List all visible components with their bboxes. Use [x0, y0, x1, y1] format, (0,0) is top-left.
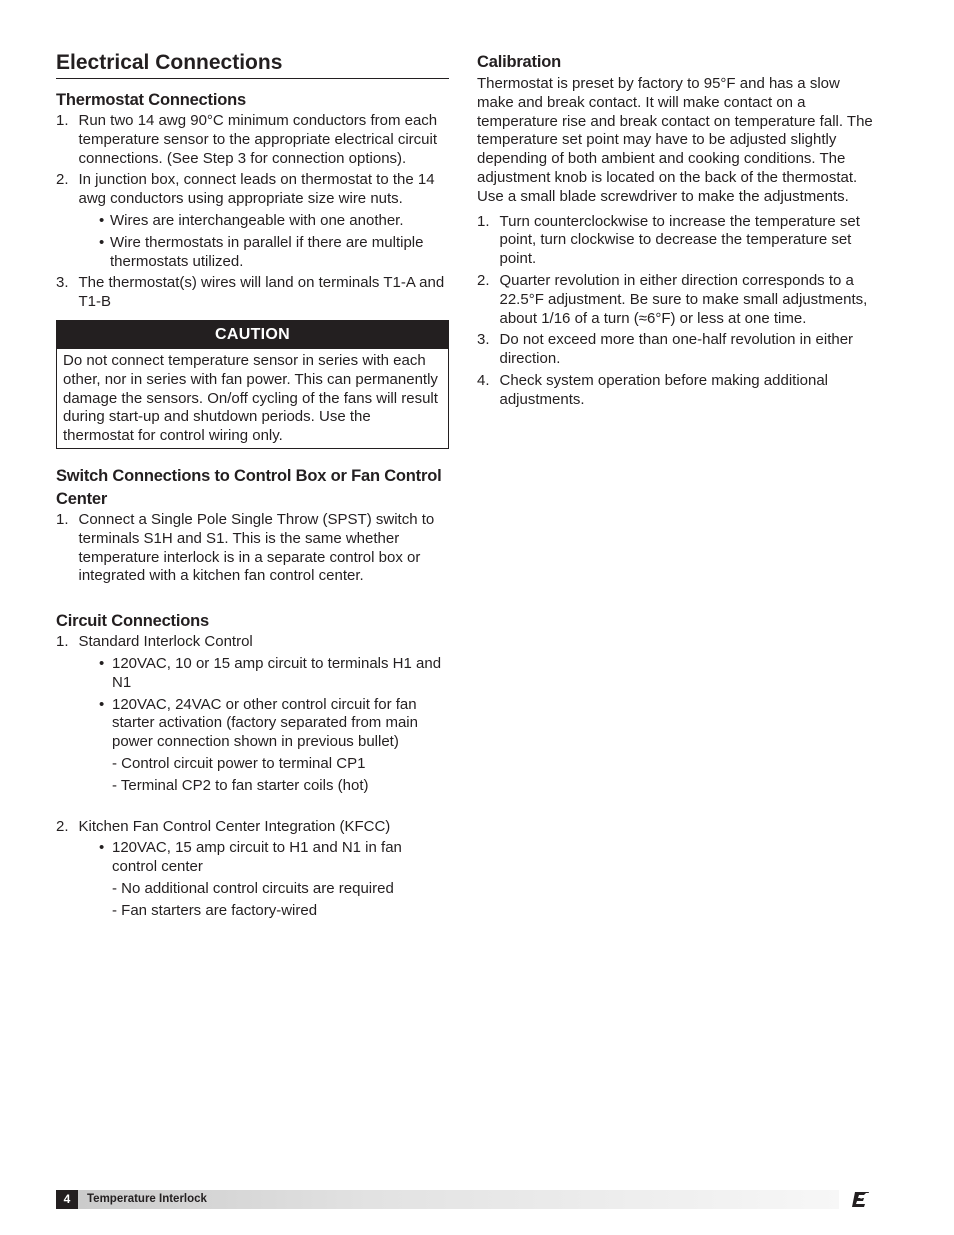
bullet-item: [56, 696, 449, 752]
bullet-text: 120VAC, 24VAC or other control circuit for fan starter activation (factory separated from main power connection shown in previous bullet): [112, 695, 418, 751]
switch-steps-list: [56, 511, 449, 586]
thermostat-connections-heading: Thermostat Connections: [56, 91, 246, 109]
calibration-intro: Thermostat is preset by factory to 95°F and has a slow make and break contact. It will make contact on a temperature rise and break contact on temperature fall. The temperature set point may have to be adjusted slightly depending of both ambient and cooking conditions. The adjustment knob is located on the back of the thermostat. Use a small blade screwdriver to make the adjustments.: [477, 75, 873, 205]
step-number: 2.: [56, 817, 69, 835]
caution-box: [56, 320, 449, 449]
step-text: Quarter revolution in either direction corresponds to a 22.5°F adjustment. Be sure to make small adjustments, about 1/16 of a turn (≈6°F) or less at one time.: [499, 271, 868, 327]
footer-bar: [56, 1190, 839, 1209]
step-text: Run two 14 awg 90°C minimum conductors from each temperature sensor to the appropriate electrical circuit connections. (See Step 3 for connection options).: [78, 112, 438, 167]
page-title: Electrical Connections: [56, 50, 449, 79]
bullet-text: Wires are interchangeable with one another.: [110, 211, 404, 229]
bullet-item: [56, 839, 449, 877]
step-number: 3.: [477, 331, 490, 349]
step-text: Turn counterclockwise to increase the temperature set point, turn clockwise to decrease the temperature set point.: [499, 212, 860, 268]
step-number: 4.: [477, 371, 490, 389]
list-item: [56, 171, 449, 209]
caution-text: Do not connect temperature sensor in series with each other, nor in series with fan power. This can permanently damage the sensors. On/off cycling of the fans will result during start-up and shutdown periods. Use the thermostat for control wiring only.: [63, 351, 438, 445]
greenheck-logo-icon: [852, 1191, 870, 1208]
footer-doc-title: Temperature Interlock: [87, 1193, 207, 1205]
step-text: Check system operation before making additional adjustments.: [499, 371, 829, 408]
circuit-connections-heading: Circuit Connections: [56, 612, 209, 631]
bullet-item: [56, 212, 449, 231]
step-text: Standard Interlock Control: [78, 633, 253, 651]
step-number: 3.: [56, 274, 69, 292]
step-number: 1.: [56, 633, 69, 651]
switch-connections-heading: Switch Connections to Control Box or Fan Control Center: [56, 466, 442, 508]
left-column: [56, 50, 449, 924]
list-item: [56, 112, 449, 168]
step-text: Connect a Single Pole Single Throw (SPST) switch to terminals S1H and S1. This is the same whether temperature interlock is in a separate control box or integrated with a kitchen fan control center.: [78, 510, 435, 585]
calibration-steps-list: [477, 213, 877, 410]
step-text: The thermostat(s) wires will land on terminals T1-A and T1-B: [78, 274, 445, 311]
sub-item: - Control circuit power to terminal CP1: [112, 754, 366, 772]
bullet-icon: •: [99, 839, 105, 857]
list-item: [477, 331, 877, 369]
bullet-text: 120VAC, 15 amp circuit to H1 and N1 in fan control center: [112, 839, 402, 876]
bullet-text: 120VAC, 10 or 15 amp circuit to terminals H1 and N1: [112, 654, 442, 691]
bullet-icon: •: [99, 654, 105, 672]
step-text: In junction box, connect leads on thermostat to the 14 awg conductors using appropriate size wire nuts.: [78, 171, 435, 208]
sub-item: - Terminal CP2 to fan starter coils (hot): [112, 776, 369, 794]
bullet-item: [56, 655, 449, 693]
thermostat-steps-list: [56, 112, 449, 209]
bullet-icon: •: [99, 233, 105, 251]
step-number: 1.: [477, 212, 490, 230]
bullet-item: [56, 234, 449, 272]
list-item: [56, 511, 449, 586]
step-number: 2.: [56, 171, 69, 189]
step-number: 1.: [56, 112, 69, 129]
calibration-heading: Calibration: [477, 53, 561, 71]
bullet-icon: •: [99, 211, 105, 229]
bullet-icon: •: [99, 695, 105, 713]
list-item: [56, 274, 449, 312]
page-number: 4: [56, 1190, 78, 1209]
right-column: [477, 51, 877, 413]
step-text: Do not exceed more than one-half revolution in either direction.: [499, 331, 854, 368]
list-item: [477, 272, 877, 328]
sub-item: - Fan starters are factory-wired: [112, 901, 318, 919]
step-number: 1.: [56, 510, 69, 528]
list-item: [56, 818, 449, 837]
bullet-text: Wire thermostats in parallel if there are multiple thermostats utilized.: [110, 233, 424, 270]
list-item: [477, 372, 877, 410]
step-number: 2.: [477, 271, 490, 289]
caution-heading: CAUTION: [57, 321, 448, 349]
step-text: Kitchen Fan Control Center Integration (KFCC): [78, 817, 391, 835]
list-item: [56, 633, 449, 652]
list-item: [477, 213, 877, 269]
sub-item: - No additional control circuits are required: [112, 879, 394, 897]
